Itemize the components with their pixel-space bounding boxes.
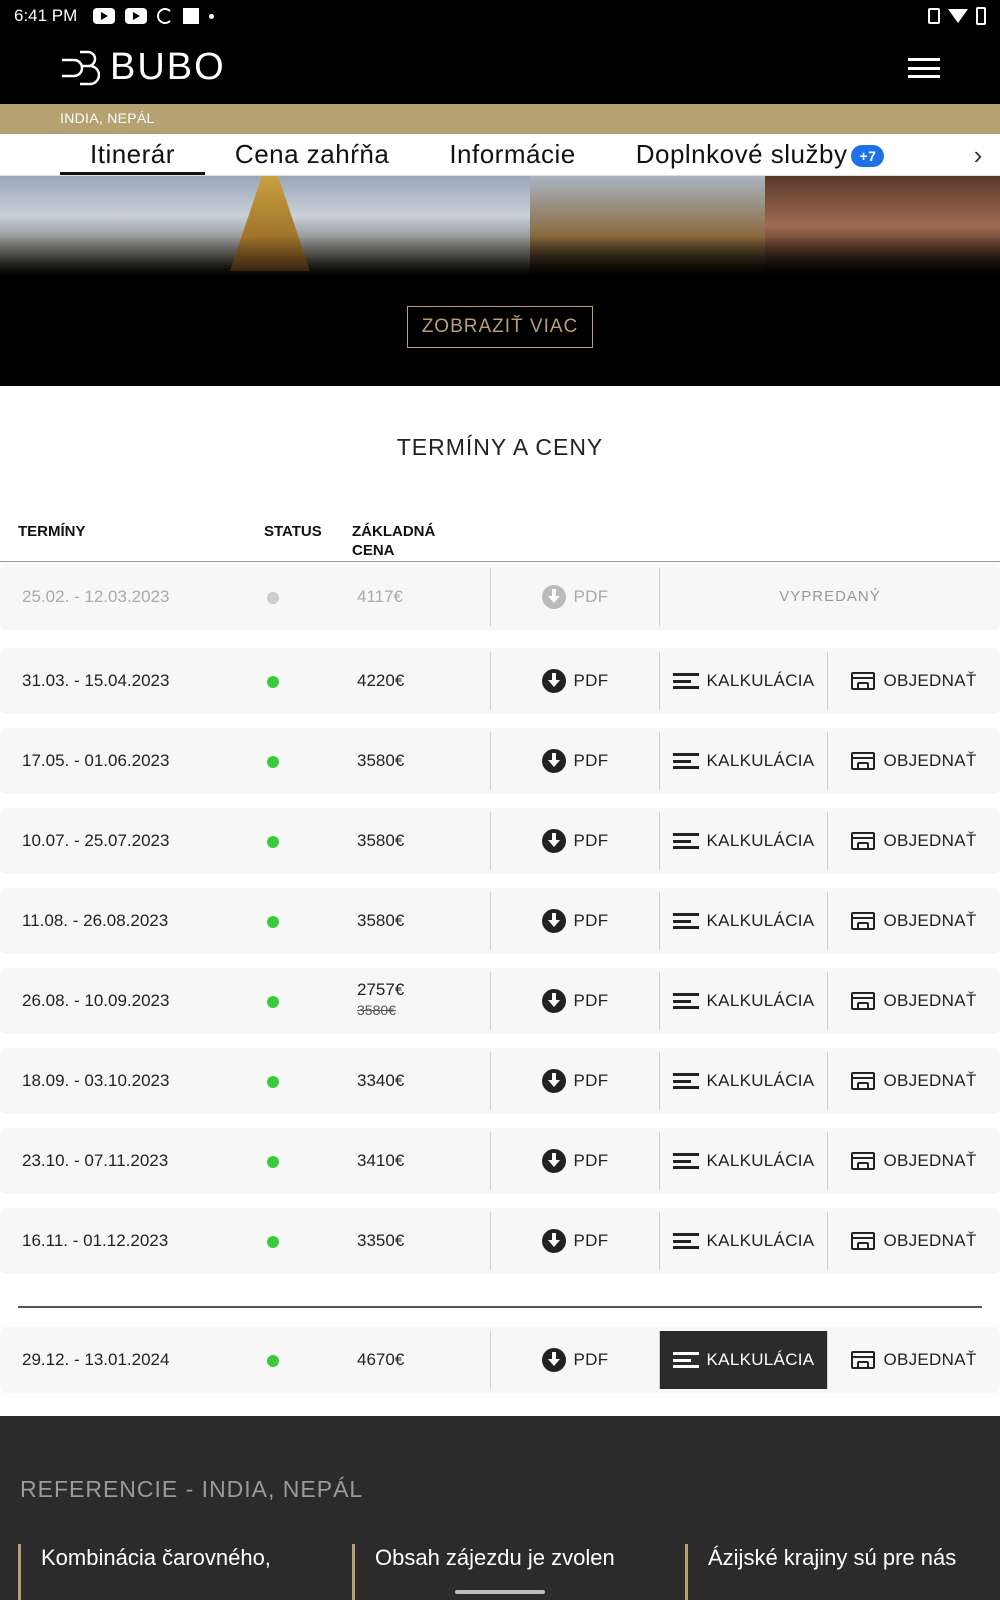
pdf-label: PDF — [573, 1231, 609, 1250]
header-base-price-line2: CENA — [352, 542, 395, 559]
status-dot-icon — [267, 1076, 279, 1088]
table-row — [0, 888, 1000, 954]
credit-card-icon — [851, 1152, 875, 1170]
hamburger-menu-button[interactable] — [908, 58, 940, 78]
calculation-button[interactable] — [660, 1212, 827, 1270]
section-title: TERMÍNY A CENY — [396, 434, 604, 460]
calculation-label: KALKULÁCIA — [706, 831, 815, 850]
download-icon — [542, 1069, 566, 1093]
row-price: 3580€ — [357, 751, 405, 770]
tab-doplnkove-sluzby[interactable] — [606, 134, 915, 176]
references-title: REFERENCIE - INDIA, NEPÁL — [20, 1476, 364, 1502]
list-lines-icon — [673, 1073, 699, 1089]
order-label: OBJEDNAŤ — [883, 1350, 977, 1369]
calculation-label: KALKULÁCIA — [706, 1231, 815, 1250]
calculation-button[interactable] — [660, 892, 827, 950]
credit-card-icon — [851, 1232, 875, 1250]
pdf-download-button[interactable] — [491, 652, 659, 710]
calculation-label: KALKULÁCIA — [706, 1151, 815, 1170]
list-lines-icon — [673, 993, 699, 1009]
status-dot-icon — [267, 1355, 279, 1367]
download-icon — [542, 1348, 566, 1372]
download-icon — [542, 909, 566, 933]
pdf-label: PDF — [573, 1350, 609, 1369]
row-date: 18.09. - 03.10.2023 — [22, 1071, 170, 1090]
header-base-price — [352, 522, 435, 560]
hero-gallery — [0, 176, 1000, 386]
pdf-label: PDF — [573, 1071, 609, 1090]
header-terms: TERMÍNY — [18, 523, 86, 540]
calculation-button[interactable] — [660, 972, 827, 1030]
order-button[interactable] — [828, 1052, 1000, 1110]
pdf-label: PDF — [573, 1151, 609, 1170]
row-price: 4117€ — [357, 587, 404, 606]
bubo-logo-mark-icon — [60, 48, 100, 88]
reference-item[interactable]: Ázijské krajiny sú pre nás — [685, 1544, 1000, 1600]
menu-line-icon — [908, 58, 940, 61]
row-price: 3350€ — [357, 1231, 405, 1250]
site-header — [0, 32, 1000, 104]
table-row — [0, 1327, 1000, 1393]
calculation-button[interactable] — [660, 732, 827, 790]
sold-out-label: VYPREDANÝ — [779, 588, 881, 605]
calculation-label: KALKULÁCIA — [706, 751, 815, 770]
pdf-download-button[interactable] — [491, 1331, 659, 1389]
row-date: 16.11. - 01.12.2023 — [22, 1231, 169, 1250]
order-button[interactable] — [828, 892, 1000, 950]
menu-line-icon — [908, 75, 940, 78]
row-price: 2757€ — [357, 980, 405, 999]
table-row — [0, 1128, 1000, 1194]
download-icon — [542, 585, 566, 609]
table-row — [0, 808, 1000, 874]
download-icon — [542, 989, 566, 1013]
list-lines-icon — [673, 913, 699, 929]
status-time: 6:41 PM — [14, 6, 78, 25]
calculation-label: KALKULÁCIA — [706, 1350, 815, 1369]
pdf-label: PDF — [573, 911, 609, 930]
credit-card-icon — [851, 1072, 875, 1090]
download-icon — [542, 1229, 566, 1253]
status-dot-icon — [267, 592, 279, 604]
order-label: OBJEDNAŤ — [883, 671, 977, 690]
order-label: OBJEDNAŤ — [883, 1151, 977, 1170]
list-lines-icon — [673, 1233, 699, 1249]
pdf-label: PDF — [573, 991, 609, 1010]
tab-doplnkove-sluzby-label: Doplnkové služby — [635, 138, 848, 169]
list-lines-icon — [673, 1153, 699, 1169]
download-icon — [542, 1149, 566, 1173]
pdf-label: PDF — [573, 671, 609, 690]
row-date: 11.08. - 26.08.2023 — [22, 911, 169, 930]
status-dot-icon — [267, 676, 279, 688]
bubo-logo[interactable] — [60, 46, 226, 89]
battery-icon — [976, 7, 986, 25]
youtube-notification-icon — [93, 8, 115, 24]
calculation-button[interactable] — [660, 1132, 827, 1190]
status-dot-icon — [267, 836, 279, 848]
tab-cena-zahrna[interactable]: Cena zahŕňa — [234, 138, 390, 169]
row-price: 3340€ — [357, 1071, 405, 1090]
home-indicator[interactable] — [455, 1590, 545, 1594]
order-button[interactable] — [828, 1331, 1000, 1389]
table-row — [0, 728, 1000, 794]
pdf-download-button[interactable] — [491, 1212, 659, 1270]
show-more-button[interactable]: ZOBRAZIŤ VIAC — [407, 306, 593, 348]
order-label: OBJEDNAŤ — [883, 991, 977, 1010]
order-label: OBJEDNAŤ — [883, 1071, 977, 1090]
calculation-button[interactable] — [660, 652, 827, 710]
order-button[interactable] — [828, 1132, 1000, 1190]
row-date: 23.10. - 07.11.2023 — [22, 1151, 169, 1170]
calculation-label: KALKULÁCIA — [706, 991, 815, 1010]
tab-informacie[interactable]: Informácie — [449, 138, 576, 169]
row-date: 17.05. - 01.06.2023 — [22, 751, 170, 770]
sync-icon — [157, 8, 173, 24]
credit-card-icon — [851, 752, 875, 770]
download-icon — [542, 749, 566, 773]
order-label: OBJEDNAŤ — [883, 1231, 977, 1250]
header-status: STATUS — [264, 523, 322, 540]
calculation-button[interactable] — [660, 812, 827, 870]
breadcrumb-destination[interactable]: INDIA, NEPÁL — [60, 110, 155, 126]
pdf-label: PDF — [573, 831, 609, 850]
order-button[interactable] — [828, 652, 1000, 710]
status-dot-icon — [267, 916, 279, 928]
status-dot-icon — [267, 756, 279, 768]
pdf-download-button — [491, 568, 659, 626]
list-lines-icon — [673, 673, 699, 689]
status-bar — [0, 0, 1000, 32]
order-button[interactable] — [828, 812, 1000, 870]
list-lines-icon — [673, 1352, 699, 1368]
tabs-next-chevron-icon[interactable]: › — [956, 134, 1000, 176]
order-button[interactable] — [828, 732, 1000, 790]
order-label: OBJEDNAŤ — [883, 911, 977, 930]
tab-itinerar[interactable]: Itinerár — [60, 134, 205, 176]
credit-card-icon — [851, 1351, 875, 1369]
table-divider — [18, 1306, 982, 1308]
row-price: 3410€ — [357, 1151, 405, 1170]
more-notifications-dot-icon — [209, 14, 214, 19]
calculation-button[interactable] — [660, 1052, 827, 1110]
youtube-notification-icon-2 — [125, 8, 147, 24]
calculation-label: KALKULÁCIA — [706, 911, 815, 930]
logo-text: BUBO — [110, 46, 226, 88]
table-row — [0, 1208, 1000, 1274]
table-row — [0, 564, 1000, 630]
list-lines-icon — [673, 753, 699, 769]
references-section — [0, 1416, 1000, 1600]
row-old-price: 3580€ — [357, 1002, 396, 1018]
row-date: 26.08. - 10.09.2023 — [22, 991, 170, 1010]
row-price: 3580€ — [357, 831, 405, 850]
menu-line-icon — [908, 67, 940, 70]
pdf-download-button[interactable] — [491, 812, 659, 870]
pdf-download-button[interactable] — [491, 972, 659, 1030]
table-row — [0, 968, 1000, 1034]
order-button[interactable] — [828, 972, 1000, 1030]
order-label: OBJEDNAŤ — [883, 831, 977, 850]
download-icon — [542, 829, 566, 853]
row-price: 4220€ — [357, 671, 405, 690]
breadcrumb — [0, 104, 1000, 134]
row-price: 4670€ — [357, 1350, 405, 1369]
pdf-download-button[interactable] — [491, 732, 659, 790]
pdf-label: PDF — [573, 751, 609, 770]
credit-card-icon — [851, 912, 875, 930]
pdf-label: PDF — [573, 587, 609, 606]
vibrate-icon — [928, 8, 940, 24]
row-date: 10.07. - 25.07.2023 — [22, 831, 170, 850]
hero-fade-overlay — [0, 236, 1000, 296]
row-price: 3580€ — [357, 911, 405, 930]
credit-card-icon — [851, 672, 875, 690]
calculation-label: KALKULÁCIA — [706, 671, 815, 690]
row-date: 31.03. - 15.04.2023 — [22, 671, 170, 690]
download-icon — [542, 669, 566, 693]
tab-bar — [0, 134, 1000, 176]
tab-count-badge: +7 — [851, 145, 884, 167]
pdf-download-button[interactable] — [491, 1052, 659, 1110]
calculation-button[interactable] — [660, 1331, 827, 1389]
status-dot-icon — [267, 1156, 279, 1168]
credit-card-icon — [851, 992, 875, 1010]
row-date: 25.02. - 12.03.2023 — [22, 587, 170, 606]
calculation-label: KALKULÁCIA — [706, 1071, 815, 1090]
notification-square-icon — [183, 8, 199, 24]
row-date: 29.12. - 13.01.2024 — [22, 1350, 170, 1369]
credit-card-icon — [851, 832, 875, 850]
status-dot-icon — [267, 1236, 279, 1248]
reference-item[interactable]: Kombinácia čarovného, — [18, 1544, 333, 1600]
table-row — [0, 648, 1000, 714]
list-lines-icon — [673, 833, 699, 849]
reference-item[interactable]: Obsah zájezdu je zvolen — [352, 1544, 667, 1600]
order-label: OBJEDNAŤ — [883, 751, 977, 770]
table-header — [0, 520, 1000, 562]
pdf-download-button[interactable] — [491, 1132, 659, 1190]
order-button[interactable] — [828, 1212, 1000, 1270]
header-base-price-line1: ZÁKLADNÁ — [352, 523, 436, 540]
pdf-download-button[interactable] — [491, 892, 659, 950]
table-row — [0, 1048, 1000, 1114]
wifi-icon — [948, 9, 968, 23]
status-dot-icon — [267, 996, 279, 1008]
